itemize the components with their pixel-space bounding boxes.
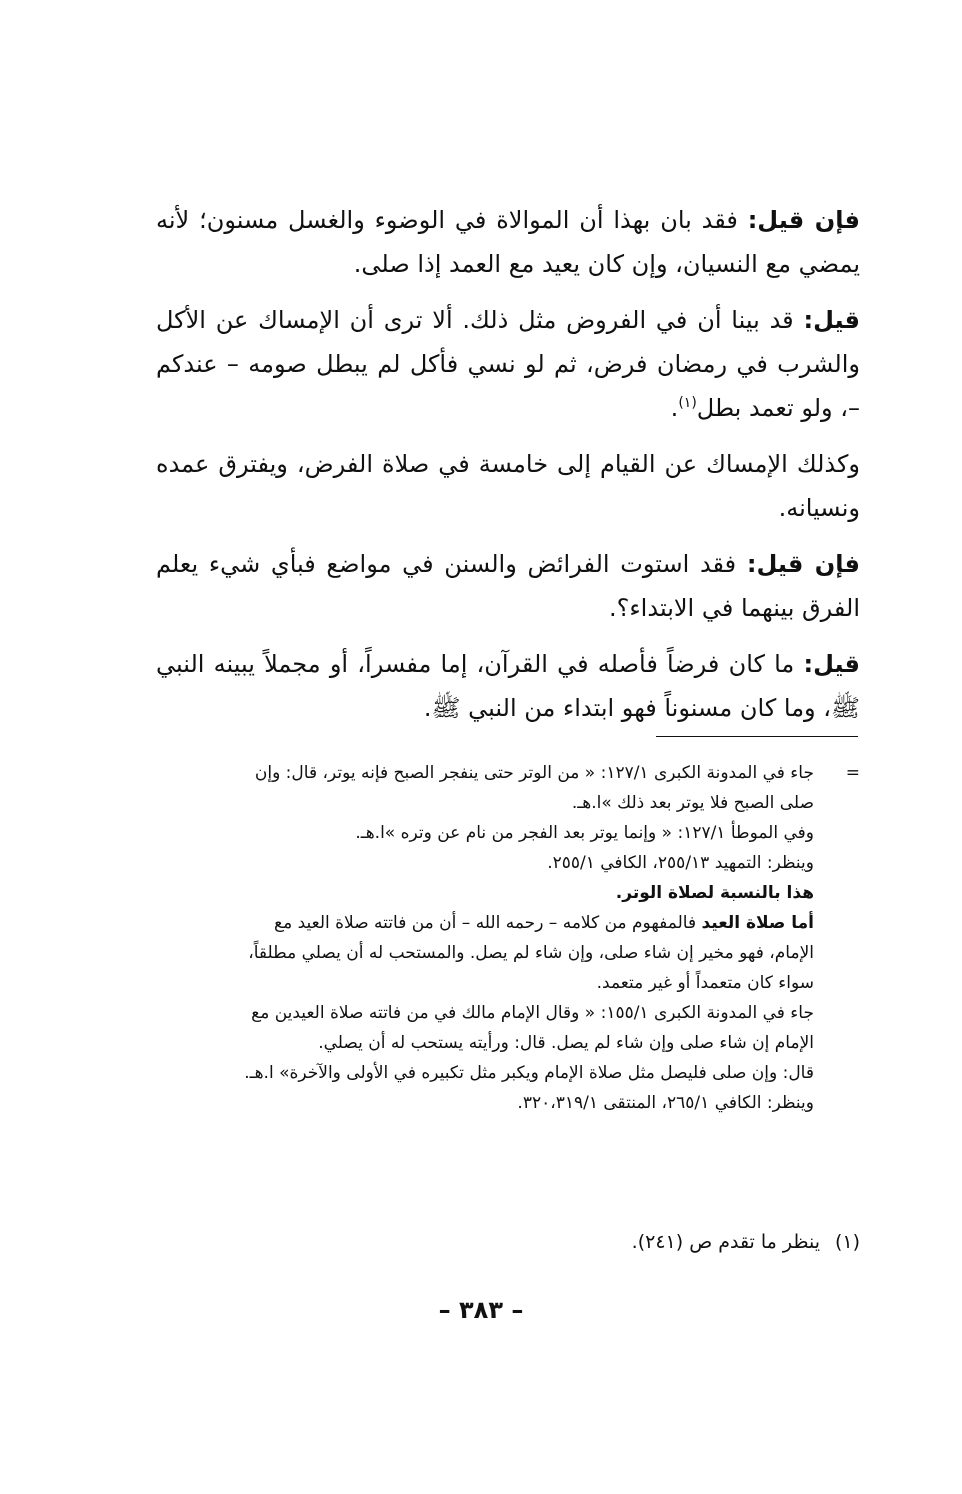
note-line-9: جاء في المدونة الكبرى ١٥٥/١: « وقال الإمام مالك في من فاتته صلاة العيدين مع — [251, 1003, 814, 1023]
paragraph-4-text: فقد استوت الفرائض والسنن في مواضع فبأي شيء يعلم الفرق بينهما في الابتداء؟. — [156, 550, 860, 622]
paragraph-2-label: قيل: — [803, 306, 860, 334]
note-line-10: الإمام إن شاء صلى وإن شاء لم يصل. قال: ورأيته يستحب له أن يصلي. — [318, 1033, 814, 1053]
footnote-number: (١) — [834, 1231, 860, 1253]
continued-footnote — [156, 758, 860, 1118]
paragraph-1-label: فإن قيل: — [747, 206, 860, 234]
note-line-12: وينظر: الكافي ٢٦٥/١، المنتقى ٣٢٠،٣١٩/١. — [517, 1093, 814, 1113]
note-line-1-text: جاء في المدونة الكبرى ١٢٧/١: « من الوتر حتى ينفجر الصبح فإنه يوتر، قال: وإن — [254, 763, 814, 783]
footnote-text: ينظر ما تقدم ص (٢٤١). — [631, 1231, 820, 1253]
note-line-1 — [156, 758, 860, 788]
note-line-5: هذا بالنسبة لصلاة الوتر. — [615, 883, 814, 903]
paragraph-3-text: وكذلك الإمساك عن القيام إلى خامسة في صلاة الفرض، ويفترق عمده ونسيانه. — [156, 450, 860, 522]
footnote-1 — [156, 1226, 860, 1258]
paragraph-1 — [156, 198, 860, 286]
note-line-4: وينظر: التمهيد ٢٥٥/١٣، الكافي ٢٥٥/١. — [547, 853, 814, 873]
paragraph-5-text: ما كان فرضاً فأصله في القرآن، إما مفسراً، أو مجملاً يبينه النبي ﷺ، وما كان مسنوناً فهو ابتداء من النبي ﷺ. — [156, 650, 860, 722]
note-line-6 — [156, 908, 860, 938]
paragraph-2-end: . — [670, 394, 679, 422]
paragraph-2 — [156, 298, 860, 430]
continuation-marker: = — [845, 763, 860, 783]
paragraph-2-text: قد بينا أن في الفروض مثل ذلك. ألا ترى أن الإمساك عن الأكل والشرب في رمضان فرض، ثم لو نسي فأكل لم يبطل صومه – عندكم –، ولو تعمد بطل — [156, 306, 860, 422]
footnote-ref: (١) — [678, 395, 697, 411]
note-line-2: صلى الصبح فلا يوتر بعد ذلك »ا.هـ. — [571, 793, 814, 813]
note-line-7: الإمام، فهو مخير إن شاء صلى، وإن شاء لم يصل. والمستحب له أن يصلي مطلقاً، — [248, 943, 814, 963]
note-line-11: قال: وإن صلى فليصل مثل صلاة الإمام ويكبر مثل تكبيره في الأولى والآخرة» ا.هـ. — [244, 1063, 814, 1083]
note-line-6-heading: أما صلاة العيد — [701, 913, 814, 933]
paragraph-5 — [156, 642, 860, 730]
paragraph-4 — [156, 542, 860, 630]
paragraph-3 — [156, 442, 860, 530]
page-number: – ٣٨٣ – — [438, 1296, 524, 1324]
paragraph-5-label: قيل: — [803, 650, 860, 678]
paragraph-4-label: فإن قيل: — [746, 550, 860, 578]
footnote-separator — [656, 736, 858, 737]
note-line-3: وفي الموطأ ١٢٧/١: « وإنما يوتر بعد الفجر من نام عن وتره »ا.هـ. — [355, 823, 814, 843]
note-line-6-text: فالمفهوم من كلامه – رحمه الله – أن من فاتته صلاة العيد مع — [274, 913, 702, 933]
paragraph-1-text: فقد بان بهذا أن الموالاة في الوضوء والغسل مسنون؛ لأنه يمضي مع النسيان، وإن كان يعيد مع العمد إذا صلى. — [156, 206, 860, 278]
main-text — [156, 198, 860, 742]
note-line-8: سواء كان متعمداً أو غير متعمد. — [596, 973, 814, 993]
